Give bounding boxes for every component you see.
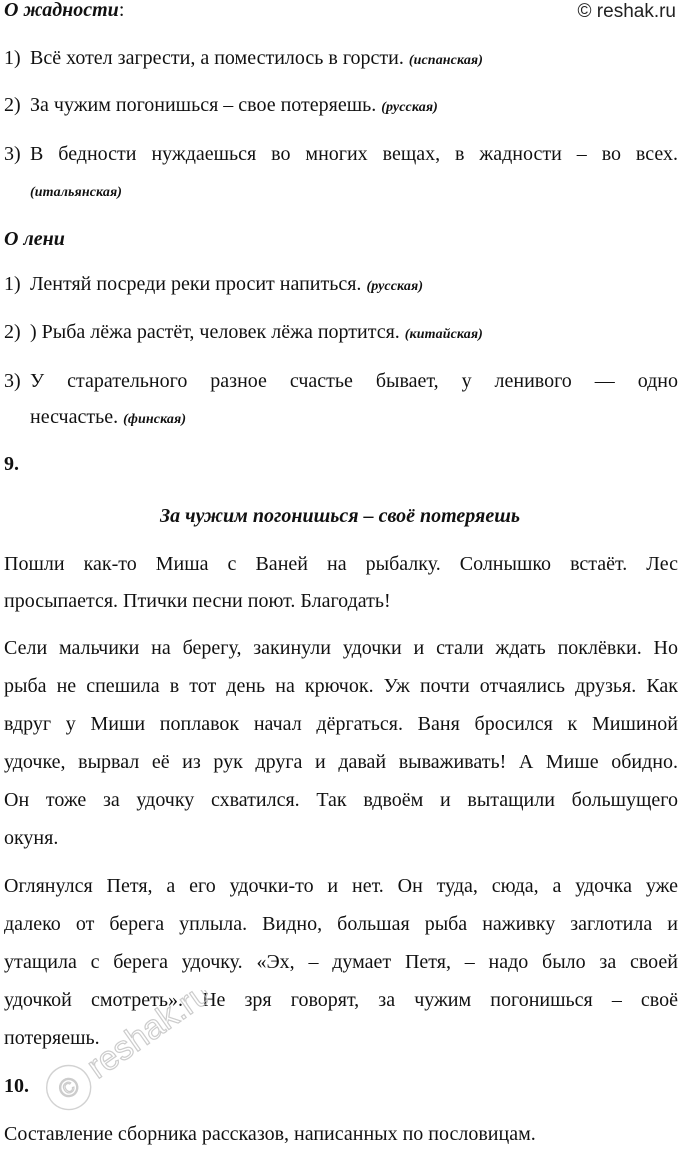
proverb-greed-2 [4, 93, 438, 120]
proverb-text: В бедности нуждаешься во многих вещах, в жадности – во всех. [30, 143, 678, 165]
story-title: За чужим погонишься – своё потеряешь [159, 505, 521, 527]
proverb-text: За чужим погонишься – свое потеряешь. [30, 94, 377, 116]
paragraph-3-line-2: далеко от берега уплыла. Видно, большая рыба наживку заглотила и [4, 913, 678, 935]
proverb-laziness-3 [4, 369, 678, 393]
proverb-text: Лентяй посреди реки просит напиться. [30, 273, 362, 295]
proverb-origin: (итальянская) [30, 185, 123, 200]
proverb-text-continued: несчастье. [30, 406, 119, 428]
task-10-text: Составление сборника рассказов, написанных по пословицам. [4, 1123, 536, 1145]
list-number: 3) [4, 143, 21, 165]
list-number: 3) [4, 370, 21, 392]
paragraph-3-line-4: удочкой смотреть». Не зря говорят, за чужим погонишься – своё [4, 989, 678, 1011]
proverb-greed-1 [4, 46, 483, 73]
proverb-origin: (русская) [366, 279, 424, 294]
paragraph-3-line-5: потеряешь. [4, 1027, 100, 1049]
proverb-greed-3 [4, 142, 678, 166]
proverb-origin: (китайская) [404, 327, 483, 342]
paragraph-2-line-1: Сели мальчики на берегу, закинули удочки и стали ждать поклёвки. Но [4, 637, 678, 659]
paragraph-2-line-2: рыба не спешила в тот день на крючок. Уж почти отчаялись друзья. Как [4, 675, 678, 697]
copyright-label: © reshak.ru [577, 1, 676, 22]
section-heading-greed-text: О жадности [4, 0, 119, 21]
list-number: 1) [4, 273, 21, 295]
proverb-text: У старательного разное счастье бывает, у ленивого — одно [30, 370, 678, 392]
paragraph-2-line-4: удочке, вырвал её из рук друга и давай вываживать! А Мише обидно. [4, 751, 678, 773]
section-heading-colon: : [118, 0, 125, 21]
proverb-laziness-3-cont [30, 405, 186, 432]
task-number-9: 9. [4, 453, 19, 475]
proverb-origin: (испанская) [408, 53, 483, 68]
paragraph-3-line-1: Оглянулся Петя, а его удочки-то и нет. Он туда, сюда, а удочка уже [4, 875, 678, 897]
paragraph-1-line-2: просыпается. Птички песни поют. Благодать! [4, 590, 391, 612]
proverb-text: ) Рыба лёжа растёт, человек лёжа портится. [30, 321, 400, 343]
task-number-10: 10. [4, 1075, 29, 1097]
paragraph-2-line-6: окуня. [4, 827, 59, 849]
paragraph-3-line-3: утащила с берега удочку. «Эх, – думает Петя, – надо было за своей [4, 951, 678, 973]
list-number: 2) [4, 94, 21, 116]
list-number: 1) [4, 47, 21, 69]
proverb-text: Всё хотел загрести, а поместилось в горсти. [30, 47, 404, 69]
proverb-laziness-2 [4, 320, 483, 347]
paragraph-1-line-1: Пошли как-то Миша с Ваней на рыбалку. Солнышко встаёт. Лес [4, 553, 678, 575]
section-heading-greed [4, 0, 124, 22]
watermark-text: reshak.ru [80, 990, 208, 1087]
watermark-symbol: © [52, 1069, 86, 1106]
proverb-laziness-1 [4, 272, 423, 299]
proverb-origin: (финская) [123, 412, 187, 427]
paragraph-2-line-3: вдруг у Миши поплавок начал дёргаться. Ваня бросился к Мишиной [4, 713, 678, 735]
proverb-origin: (русская) [381, 100, 438, 115]
section-heading-laziness: О лени [4, 228, 65, 250]
paragraph-2-line-5: Он тоже за удочку схватился. Так вдвоём и вытащили большущего [4, 789, 678, 811]
proverb-greed-3-origin-line [30, 178, 122, 205]
list-number: 2) [4, 321, 21, 343]
